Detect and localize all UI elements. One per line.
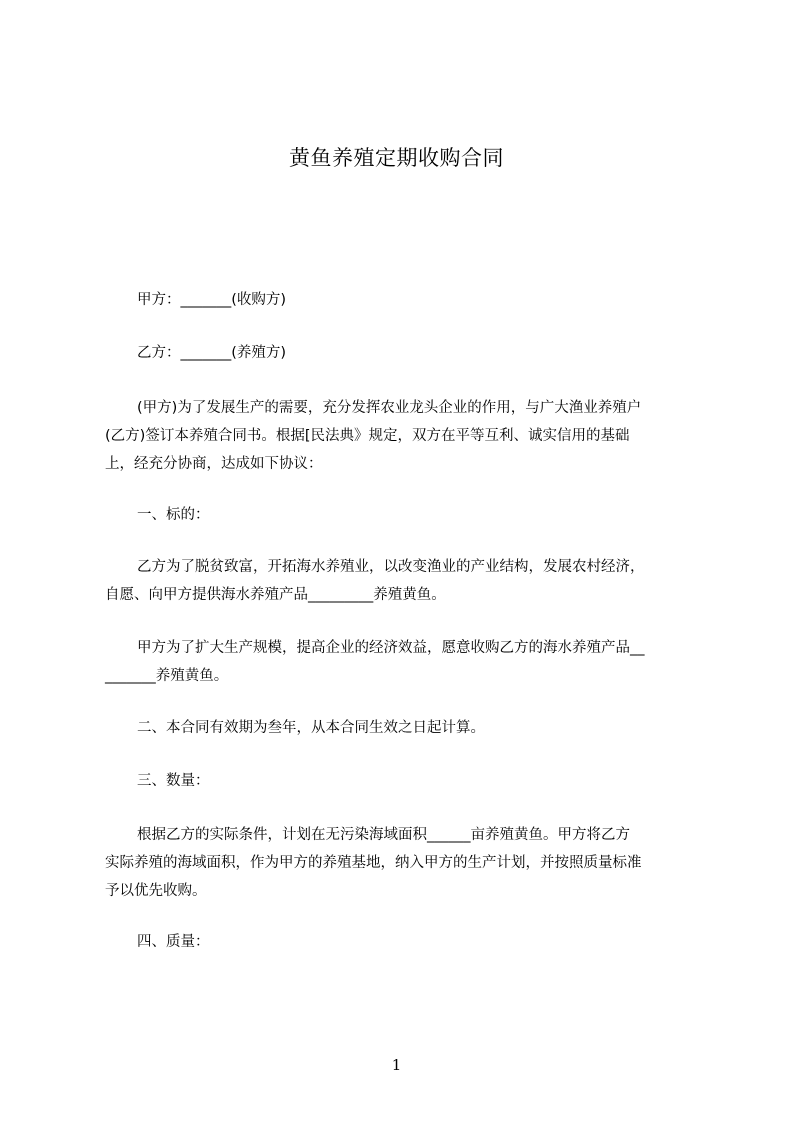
intro-line-3: 上，经充分协商，达成如下协议： bbox=[105, 456, 323, 472]
section-3-para-line-2: 实际养殖的海域面积，作为甲方的养殖基地，纳入甲方的生产计划，并按照质量标准 bbox=[105, 855, 642, 871]
section-3-para-line-3: 予以优先收购。 bbox=[105, 883, 207, 899]
section-1-para-1-line-1: 乙方为了脱贫致富，开拓海水养殖业，以改变渔业的产业结构，发展农村经济， bbox=[137, 559, 645, 575]
section-2-line: 二、本合同有效期为叁年，从本合同生效之日起计算。 bbox=[137, 720, 485, 736]
section-1-para-2-line-1: 甲方为了扩大生产规模，提高企业的经济效益，愿意收购乙方的海水养殖产品__ bbox=[137, 640, 645, 656]
section-3-heading: 三、数量： bbox=[137, 773, 210, 789]
section-4-heading: 四、质量： bbox=[137, 934, 210, 950]
intro-line-2: (乙方)签订本养殖合同书。根据[民法典》规定，双方在平等互利、诚实信用的基础 bbox=[105, 428, 630, 444]
intro-line-1: (甲方)为了发展生产的需要，充分发挥农业龙头企业的作用，与广大渔业养殖户 bbox=[137, 400, 642, 416]
section-1-heading: 一、标的： bbox=[137, 507, 210, 523]
party-b-line: 乙方：_______(养殖方) bbox=[137, 345, 287, 361]
section-1-para-1-line-2: 自愿、向甲方提供海水养殖产品_________养殖黄鱼。 bbox=[105, 587, 446, 603]
page-number: 1 bbox=[391, 1056, 402, 1074]
document-title: 黄鱼养殖定期收购合同 bbox=[289, 146, 504, 170]
section-3-para-line-1: 根据乙方的实际条件，计划在无污染海域面积______亩养殖黄鱼。甲方将乙方 bbox=[137, 827, 630, 843]
party-a-line: 甲方：_______(收购方) bbox=[137, 292, 287, 308]
section-1-para-2-line-2: _______养殖黄鱼。 bbox=[105, 668, 229, 684]
